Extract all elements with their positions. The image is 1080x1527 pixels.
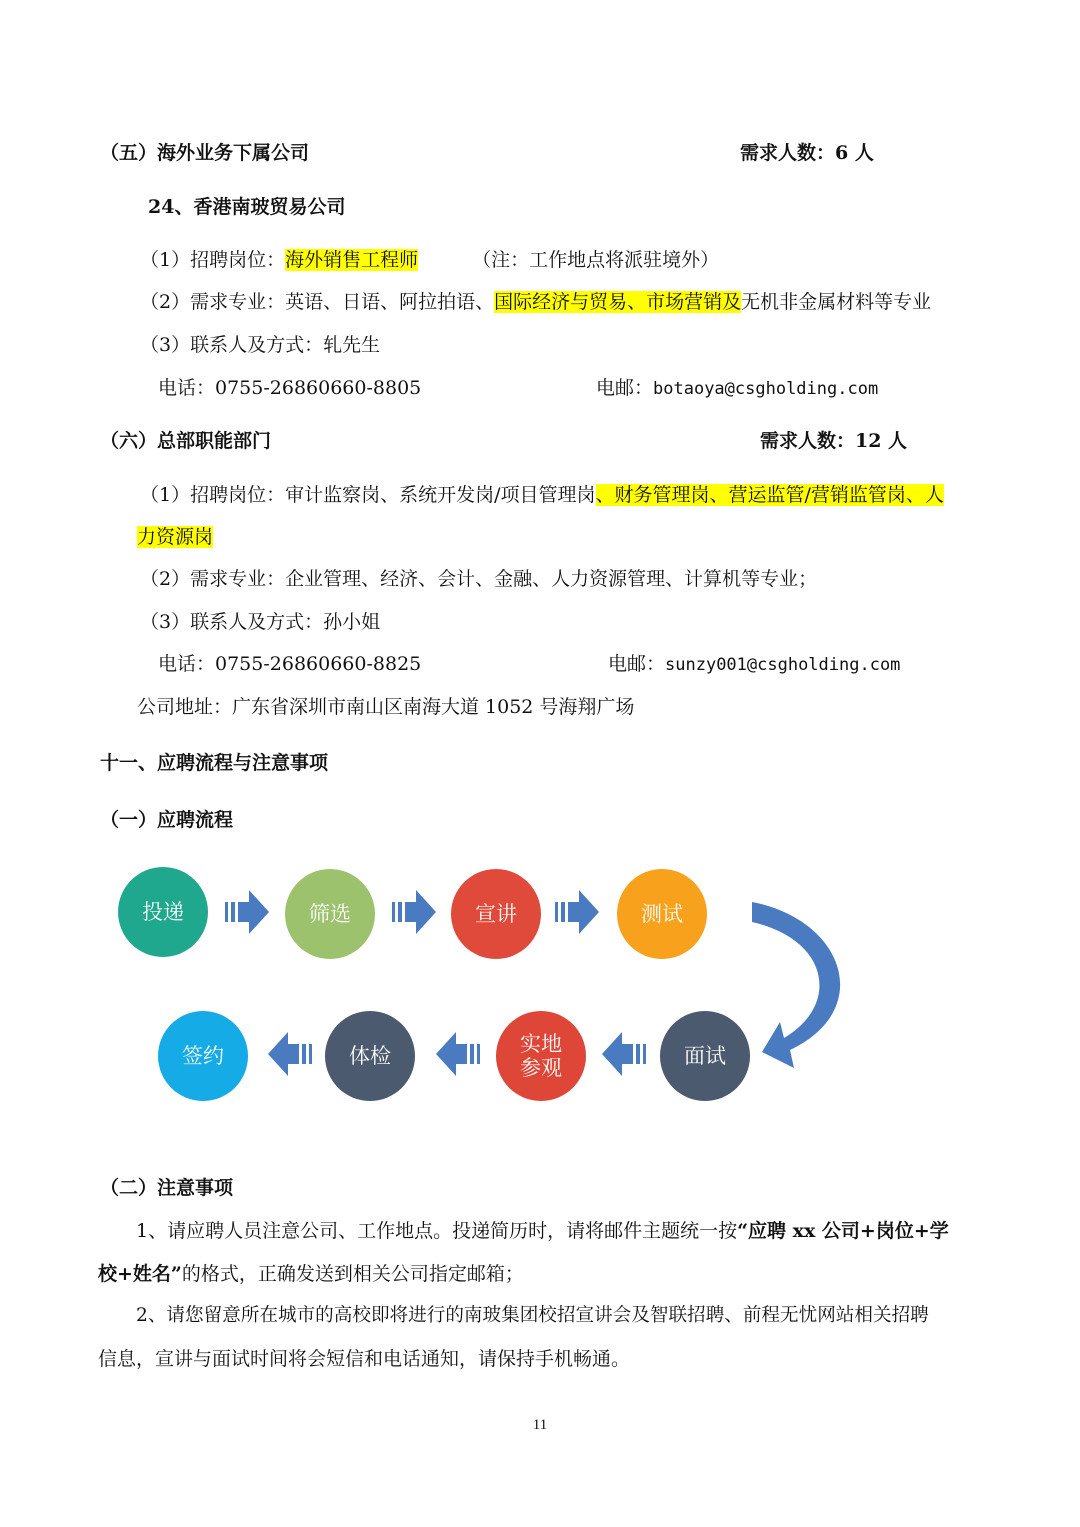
section6-heading: （六）总部职能部门 [100,430,272,452]
section5-major [140,289,931,315]
section6-demand: 需求人数：12 人 [760,430,908,452]
section6-email: sunzy001@csgholding.com [665,655,901,675]
note1-text-b: “应聘 xx 公司+岗位+学 [737,1220,949,1242]
section6-post [140,482,944,508]
section5-demand: 需求人数：6 人 [740,142,874,164]
flow-node-present: 宣讲 [451,869,541,959]
section5-major-label: （2）需求专业：英语、日语、阿拉拍语、 [140,291,495,313]
section6-contact: （3）联系人及方式：孙小姐 [140,611,381,633]
section5-phone: 电话：0755-26860660-8805 [158,377,422,399]
section5-post [140,247,719,273]
flow-node-test: 测试 [617,869,707,959]
section5-post-note: （注：工作地点将派驻境外） [472,249,720,271]
section6-post-highlight1: 、财务管理岗、营运监管/营销监管岗、人 [595,484,944,506]
flow-arrow-right-1 [223,888,271,936]
section5-major-highlight: 国际经济与贸易、市场营销及 [494,291,742,313]
page-number: 11 [532,1417,548,1433]
section5-email-line [596,375,878,402]
section5-contact: （3）联系人及方式：轧先生 [140,334,381,356]
flow-node-screen: 筛选 [285,869,375,959]
section6-major: （2）需求专业：企业管理、经济、会计、金融、人力资源管理、计算机等专业； [140,568,818,590]
note1-line2 [98,1261,524,1287]
note2-line2: 信息，宣讲与面试时间将会短信和电话通知，请保持手机畅通。 [98,1348,631,1370]
section6-post-cont [137,524,213,550]
note1-text-a: 1、请应聘人员注意公司、工作地点。投递简历时，请将邮件主题统一按 [136,1220,738,1242]
section5-heading: （五）海外业务下属公司 [100,142,310,164]
section6-email-label: 电邮： [608,653,666,675]
flow-arrow-right-2 [390,888,438,936]
flow-arrow-left-2 [434,1030,482,1078]
section5-post-value: 海外销售工程师 [285,249,419,271]
section6-phone: 电话：0755-26860660-8825 [158,653,422,675]
flow-node-exam: 体检 [325,1011,415,1101]
flow-node-interview: 面试 [660,1011,750,1101]
section5-email-label: 电邮： [596,377,654,399]
note1-text-d: 的格式，正确发送到相关公司指定邮箱； [181,1263,524,1285]
section5-email: botaoya@csgholding.com [653,379,879,399]
section11-sub1: （一）应聘流程 [100,809,234,831]
section5-major-rest: 无机非金属材料等专业 [741,291,932,313]
note1-line1 [136,1218,949,1244]
flow-arrow-right-3 [553,888,601,936]
note2-line1: 2、请您留意所在城市的高校即将进行的南玻集团校招宣讲会及智联招聘、前程无忧网站相关招聘 [136,1305,929,1326]
note1-text-c: 校+姓名” [98,1263,182,1285]
flow-arrow-left-3 [266,1030,314,1078]
flow-diagram [100,850,880,1120]
section11-heading: 十一、应聘流程与注意事项 [100,752,329,774]
section6-post-highlight2: 力资源岗 [137,526,214,548]
section5-company: 24、香港南玻贸易公司 [148,196,346,218]
flow-node-sign: 签约 [158,1011,248,1101]
section6-post-label: （1）招聘岗位：审计监察岗、系统开发岗/项目管理岗 [140,484,596,506]
section6-email-line [608,651,900,678]
section6-address: 公司地址：广东省深圳市南山区南海大道 1052 号海翔广场 [137,696,635,718]
flow-arrow-left-1 [600,1030,648,1078]
flow-node-visit: 实地 参观 [496,1011,586,1101]
section11-sub2: （二）注意事项 [100,1177,234,1199]
flow-node-deliver: 投递 [118,867,208,957]
flow-arrow-curve [750,900,860,1075]
section5-post-label: （1）招聘岗位： [140,249,286,271]
